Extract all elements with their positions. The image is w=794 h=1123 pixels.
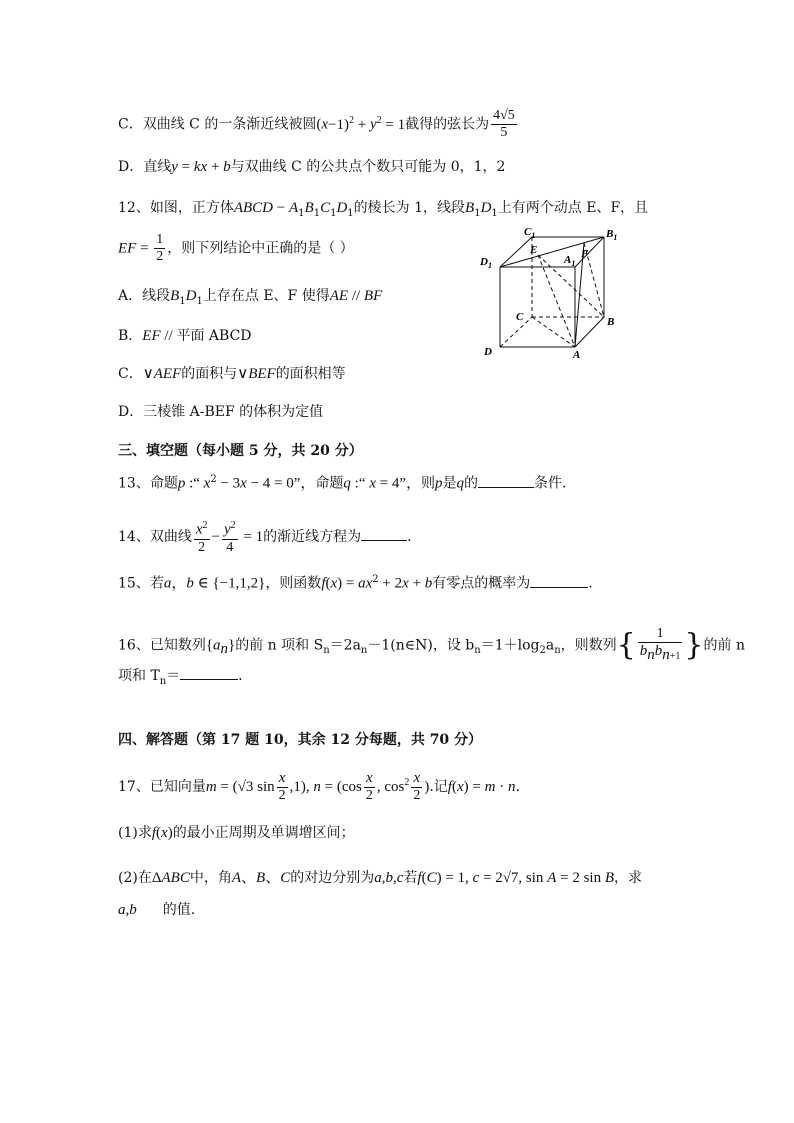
label-b1: $B_1$ [606,228,618,242]
q14: 14、双曲线 $\frac{x^2}{2}$ − $\frac{y^2}{4}$ = 1的渐近线方程为 . [118,520,412,555]
label-d: D [484,346,492,358]
section-4-title: 四、解答题（第 17 题 10，其余 12 分每题，共 70 分） [118,732,483,748]
cube-diagram [478,225,628,360]
label-a1: $A_1$ [564,254,576,268]
q11-option-c: C．双曲线 C 的一条渐近线被圆$(x-1)^2 + y^2 = 1$截得的弦长为 $\frac{4√5}{5}$ [118,108,515,140]
q15: 15、若a，b ∈ {−1,1,2}，则函数$f(x) = ax^2 + 2x + b$有零点的概率为 . [118,574,593,592]
label-e: E [530,244,538,256]
q12-option-d: D．三棱锥 A-BEF 的体积为定值 [118,404,324,420]
q16-line-2: 项和 $T_n=$ ． [118,665,252,692]
label-a: A [573,349,581,360]
q16: 16、已知数列$\{a_n\}$的前 n 项和 $S_n=2a_n-1(n\in N)$，设 $b_n=1+\log_2a_n$，则数列{ $\frac{1}{b_nb_{n+1}}$ }的前 n [118,626,745,663]
label-f: F [581,248,589,260]
q12-stem-2: EF = $\frac{1}{2}$ ，则下列结论中正确的是（ ） [118,232,354,264]
chord-length-fraction: $\frac{4√5}{5}$ [493,108,515,140]
q17-part-2-line-2: a,b 的值. [118,902,196,918]
label-b: B [607,316,615,328]
q17: 17、已知向量m = (√3 sin $\frac{x}{2}$ ,1), n = (cos $\frac{x}{2}$ , $\cos^2$ $\frac{x}{2}$ ).记f(x) = m · n. [118,770,520,803]
label-c1: $C_1$ [524,226,536,240]
q13: 13、命题p :“ $x^2 - 3x - 4 = 0$”，命题q :“ x = 4”，则p是q的 条件. [118,474,567,492]
q12-option-a: A．线段$B_1D_1$上存在点 E、F 使得AE // BF [118,288,383,307]
q12-option-c: C．∨AEF的面积与∨BEF的面积相等 [118,366,346,382]
label-d1: $D_1$ [480,256,492,270]
label-c: C [516,311,524,323]
q12-option-b: B．EF // 平面 ABCD [118,328,252,344]
q17-part-1: (1)求f(x)的最小正周期及单调增区间； [118,825,355,841]
q17-part-2: (2)在ΔABC中，角A、B、C的对边分别为a,b,c若f(C) = 1, c = 2√7, sin A = 2 sin B，求 [118,870,642,886]
q12-stem: 12、如图，正方体ABCD − $A_1B_1C_1D_1$的棱长为 1，线段$B_1D_1$上有两个动点 E、F，且 [118,200,649,219]
section-3-title: 三、填空题（每小题 5 分，共 20 分） [118,443,363,459]
q11-option-d: D．直线y = kx + b与双曲线 C 的公共点个数只可能为 0，1，2 [118,159,506,175]
